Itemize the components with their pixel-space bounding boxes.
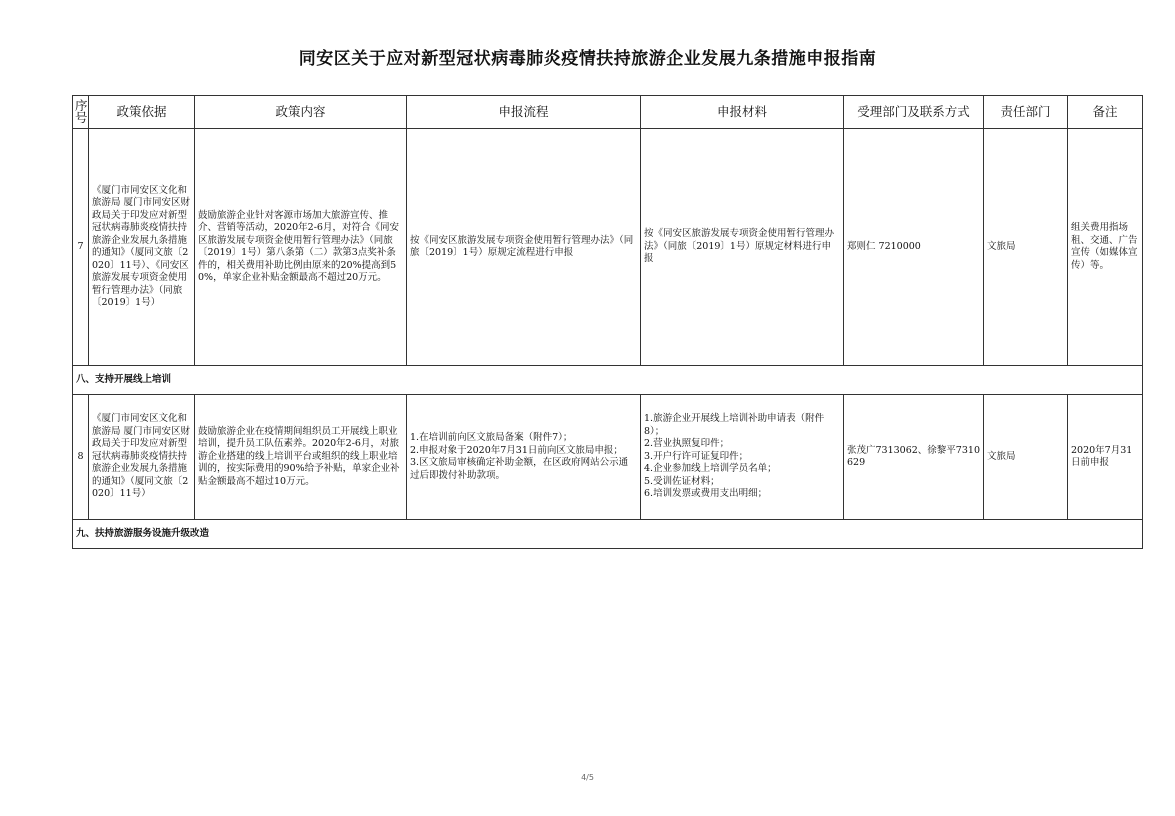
material-item: 6.培训发票或费用支出明细；	[644, 488, 768, 500]
process-step: 2.申报对象于2020年7月31日前向区文旅局申报；	[410, 444, 623, 456]
row-materials	[641, 395, 844, 520]
row-dept: 文旅局	[984, 395, 1068, 520]
table-header-row	[73, 96, 1143, 129]
header-contact: 受理部门及联系方式	[844, 96, 984, 129]
row-content: 鼓励旅游企业针对客源市场加大旅游宣传、推介、营销等活动，2020年2-6月，对符合《同安区旅游发展专项资金使用暂行管理办法》（同旅〔2019〕1号）第八条第（二）款第3点奖补条件的，相关费用补助比例由原来的20%提高到50%，单家企业补贴金额最高不超过20万元。	[195, 129, 407, 366]
table-row	[73, 129, 1143, 366]
header-basis: 政策依据	[89, 96, 195, 129]
policy-table	[72, 95, 1143, 549]
page-number: 4/5	[581, 773, 594, 782]
row-seq: 8	[73, 395, 89, 520]
material-item: 1.旅游企业开展线上培训补助申请表（附件8）；	[644, 413, 825, 437]
material-item: 5.受训佐证材料；	[644, 475, 720, 487]
row-contact: 郑则仁 7210000	[844, 129, 984, 366]
row-content: 鼓励旅游企业在疫情期间组织员工开展线上职业培训，提升员工队伍素养。2020年2-6月，对旅游企业搭建的线上培训平台或组织的线上职业培训的，按实际费用的90%给予补贴，单家企业补贴金额最高不超过10万元。	[195, 395, 407, 520]
material-item: 4.企业参加线上培训学员名单；	[644, 463, 777, 475]
row-basis: 《厦门市同安区文化和旅游局 厦门市同安区财政局关于印发应对新型冠状病毒肺炎疫情扶持旅游企业发展九条措施的通知》（厦同文旅〔2020〕11号）、《同安区旅游发展专项资金使用暂行管理办法》（同旅〔2019〕1号）	[89, 129, 195, 366]
row-dept: 文旅局	[984, 129, 1068, 366]
row-note: 2020年7月31日前申报	[1068, 395, 1143, 520]
material-item: 2.营业执照复印件；	[644, 438, 730, 450]
section-row	[73, 520, 1143, 549]
header-process: 申报流程	[407, 96, 641, 129]
row-basis: 《厦门市同安区文化和旅游局 厦门市同安区财政局关于印发应对新型冠状病毒肺炎疫情扶持旅游企业发展九条措施的通知》（厦同文旅〔2020〕11号）	[89, 395, 195, 520]
table-row	[73, 395, 1143, 520]
section-title-eight: 八、支持开展线上培训	[73, 366, 1143, 395]
header-note: 备注	[1068, 96, 1143, 129]
row-process	[407, 395, 641, 520]
header-content: 政策内容	[195, 96, 407, 129]
row-materials: 按《同安区旅游发展专项资金使用暂行管理办法》（同旅〔2019〕1号）原规定材料进行申报	[641, 129, 844, 366]
row-contact: 张茂广7313062、徐黎平7310629	[844, 395, 984, 520]
row-note: 组关费用指场租、交通、广告宣传（如媒体宣传）等。	[1068, 129, 1143, 366]
row-process: 按《同安区旅游发展专项资金使用暂行管理办法》（同旅〔2019〕1号）原规定流程进行申报	[407, 129, 641, 366]
process-step: 3.区文旅局审核确定补助金额，在区政府网站公示通过后即拨付补助款项。	[410, 457, 629, 481]
row-seq: 7	[73, 129, 89, 366]
header-materials: 申报材料	[641, 96, 844, 129]
document-title: 同安区关于应对新型冠状病毒肺炎疫情扶持旅游企业发展九条措施申报指南	[298, 49, 877, 69]
section-row	[73, 366, 1143, 395]
process-step: 1.在培训前向区文旅局备案（附件7）；	[410, 432, 573, 443]
header-dept: 责任部门	[984, 96, 1068, 129]
material-item: 3.开户行许可证复印件；	[644, 450, 749, 462]
section-title-nine: 九、扶持旅游服务设施升级改造	[73, 520, 1143, 549]
header-seq: 序号	[73, 96, 89, 129]
